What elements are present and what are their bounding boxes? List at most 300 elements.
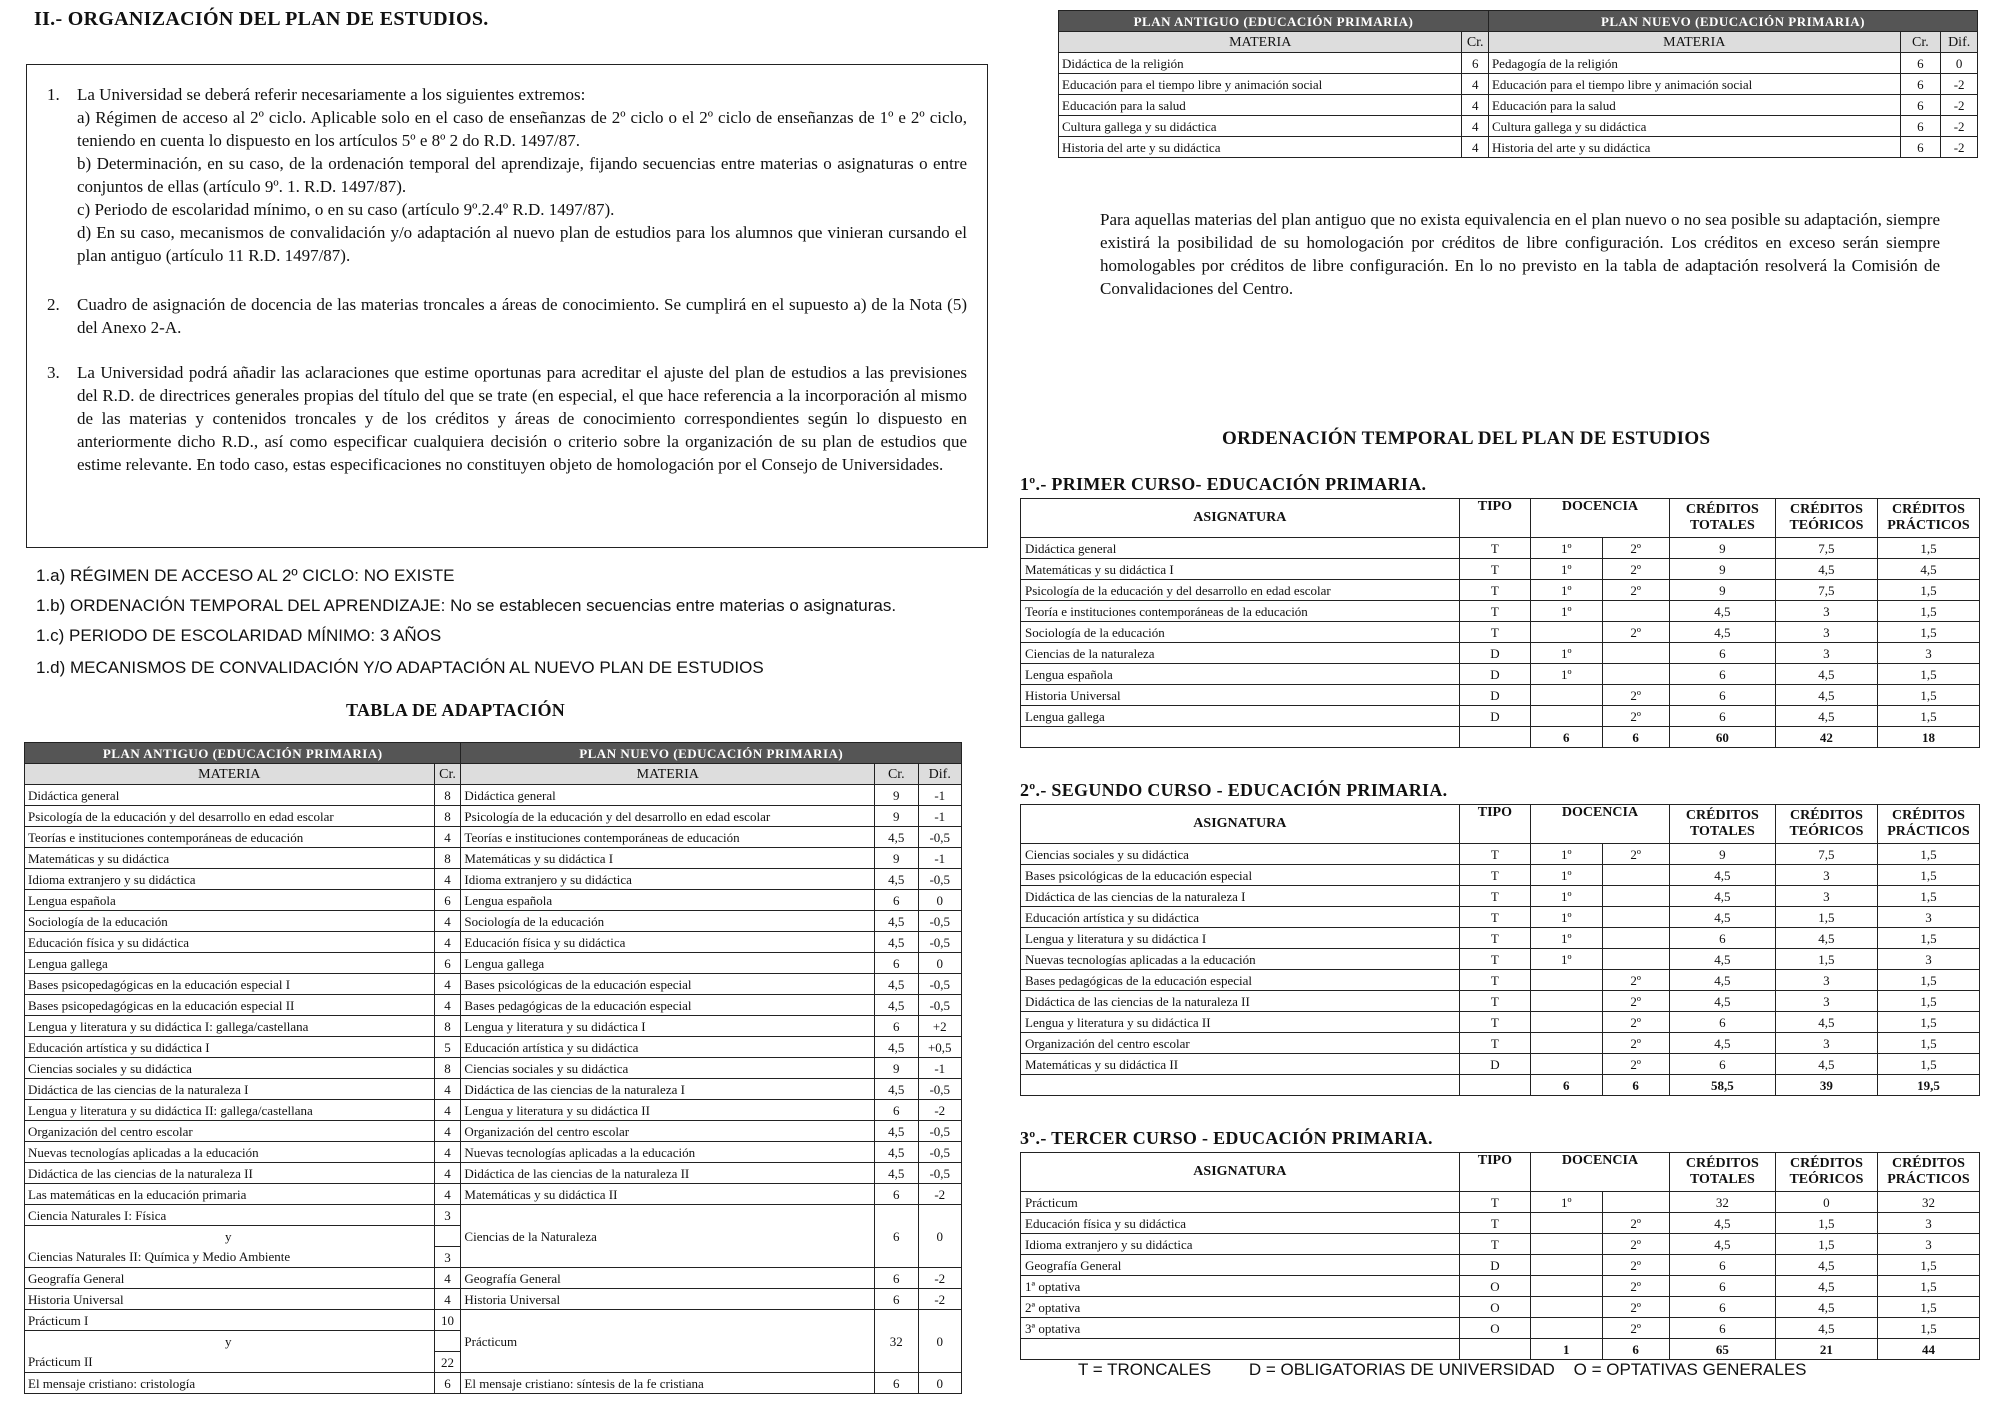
credits-theory: 0: [1775, 1192, 1877, 1213]
credits-total: 6: [1669, 1054, 1775, 1075]
new-credits: 6: [875, 890, 918, 911]
table-row: [1059, 137, 1978, 158]
subject-name: Didáctica de las ciencias de la naturaleza I: [1021, 886, 1460, 907]
subject-name: Lengua y literatura y su didáctica I: [1021, 928, 1460, 949]
table-row: [1021, 580, 1980, 601]
new-subject: Idioma extranjero y su didáctica: [461, 869, 875, 890]
col-cr: Cr.: [1462, 32, 1488, 53]
semester-2: 2º: [1602, 1033, 1669, 1054]
semester-2: 2º: [1602, 1318, 1669, 1339]
col-docencia: DOCENCIA: [1531, 499, 1670, 538]
old-credits: 4: [434, 1121, 461, 1142]
old-subject: Organización del centro escolar: [25, 1121, 435, 1142]
adaptation-note: Para aquellas materias del plan antiguo que no exista equivalencia en el plan nuevo o no sea posible su adaptación, siempre existirá la posibilidad de su homologación por créditos de libre configuración. Los créditos en exceso serán siempre homologables por créditos de libre configuración. En lo no previsto en la tabla de adaptación resolverá la Comisión de Convalidaciones del Centro.: [1100, 210, 1940, 298]
old-credits: 10: [434, 1310, 461, 1331]
subject-name: 2ª optativa: [1021, 1297, 1460, 1318]
subject-name: Matemáticas y su didáctica II: [1021, 1054, 1460, 1075]
table-header-row: [25, 764, 962, 785]
new-subject: Teorías e instituciones contemporáneas de educación: [461, 827, 875, 848]
total-sem1: 1: [1531, 1339, 1602, 1360]
col-materia: MATERIA: [25, 764, 435, 785]
credit-difference: -0,5: [918, 1142, 961, 1163]
old-credits: 8: [434, 1058, 461, 1079]
credit-difference: -1: [918, 785, 961, 806]
subject-type: D: [1459, 664, 1530, 685]
table-header-row: [1021, 805, 1980, 844]
table-row: [25, 848, 962, 869]
total-label: [1021, 1075, 1460, 1096]
col-docencia: DOCENCIA: [1531, 1153, 1670, 1192]
total-practice: 44: [1877, 1339, 1979, 1360]
credits-theory: 3: [1775, 601, 1877, 622]
total-label: [1021, 727, 1460, 748]
subject-type: D: [1459, 685, 1530, 706]
new-credits: 9: [875, 1058, 918, 1079]
total-credits: 60: [1669, 727, 1775, 748]
old-credits: 8: [434, 806, 461, 827]
semester-2: 2º: [1602, 970, 1669, 991]
requirement-1-item: a) Régimen de acceso al 2º ciclo. Aplicable solo en el caso de enseñanzas de 2º ciclo o el 2º ciclo de enseñanzas de 1º e 2º ciclo, teniendo en cuenta lo dispuesto en los artículos 5º e 8º 2 do R.D. 1497/87.: [77, 108, 967, 150]
new-subject: Matemáticas y su didáctica II: [461, 1184, 875, 1205]
subject-type: T: [1459, 907, 1530, 928]
credit-difference: +2: [918, 1016, 961, 1037]
table-row: [25, 1163, 962, 1184]
table-row: [25, 1289, 962, 1310]
credits-theory: 3: [1775, 865, 1877, 886]
subject-name: Didáctica de las ciencias de la naturaleza II: [1021, 991, 1460, 1012]
table-row: [1021, 643, 1980, 664]
old-subject: El mensaje cristiano: cristología: [25, 1373, 435, 1394]
plan-new-header: PLAN NUEVO (EDUCACIÓN PRIMARIA): [461, 743, 962, 764]
old-credits: 3: [434, 1247, 461, 1268]
table-row: [25, 827, 962, 848]
credit-difference: -2: [1941, 95, 1978, 116]
subject-name: Historia Universal: [1021, 685, 1460, 706]
table-row: [25, 1079, 962, 1100]
credits-theory: 4,5: [1775, 928, 1877, 949]
col-cr: Cr.: [875, 764, 918, 785]
credits-theory: 4,5: [1775, 685, 1877, 706]
new-subject: Ciencias sociales y su didáctica: [461, 1058, 875, 1079]
credits-practice: 4,5: [1877, 559, 1979, 580]
new-subject: Lengua española: [461, 890, 875, 911]
total-theory: 39: [1775, 1075, 1877, 1096]
col-dif: Dif.: [1941, 32, 1978, 53]
new-credits: 9: [875, 848, 918, 869]
subject-name: Educación física y su didáctica: [1021, 1213, 1460, 1234]
old-subject: Bases psicopedagógicas en la educación especial II: [25, 995, 435, 1016]
table-row: [1021, 907, 1980, 928]
credit-difference: -1: [918, 848, 961, 869]
semester-2: [1602, 907, 1669, 928]
old-credits: 4: [1462, 116, 1488, 137]
table-cell: [434, 1226, 461, 1247]
table-row: [25, 785, 962, 806]
credits-total: 6: [1669, 1318, 1775, 1339]
total-sem2: 6: [1602, 1339, 1669, 1360]
subject-type: T: [1459, 580, 1530, 601]
table-row: [25, 1373, 962, 1394]
semester-2: [1602, 865, 1669, 886]
adaptation-table-2: [1058, 10, 1978, 158]
semester-2: 2º: [1602, 844, 1669, 865]
table-row: [1021, 1192, 1980, 1213]
new-credits: 4,5: [875, 1142, 918, 1163]
credits-theory: 4,5: [1775, 1297, 1877, 1318]
old-subject: Prácticum II: [25, 1352, 435, 1373]
semester-2: 2º: [1602, 1255, 1669, 1276]
table-row: [1021, 991, 1980, 1012]
credits-practice: 1,5: [1877, 1054, 1979, 1075]
new-subject: Bases psicológicas de la educación especial: [461, 974, 875, 995]
table-row: [1059, 53, 1978, 74]
credit-difference: -0,5: [918, 932, 961, 953]
total-type: [1459, 1075, 1530, 1096]
requirements-box: [26, 64, 988, 548]
credit-difference: +0,5: [918, 1037, 961, 1058]
credits-theory: 7,5: [1775, 580, 1877, 601]
credits-practice: 1,5: [1877, 622, 1979, 643]
semester-2: 2º: [1602, 1276, 1669, 1297]
credits-practice: 3: [1877, 907, 1979, 928]
col-creditos: CRÉDITOS TOTALES: [1669, 499, 1775, 538]
credit-difference: -0,5: [918, 995, 961, 1016]
subject-type: T: [1459, 886, 1530, 907]
total-practice: 18: [1877, 727, 1979, 748]
col-cr: Cr.: [1900, 32, 1941, 53]
requirement-2-text: Cuadro de asignación de docencia de las materias troncales a áreas de conocimiento. Se cumplirá en el supuesto a) de la Nota (5) del Anexo 2-A.: [77, 295, 967, 337]
new-credits: 6: [875, 1184, 918, 1205]
new-subject: Ciencias de la Naturaleza: [461, 1205, 875, 1268]
old-credits: 8: [434, 1016, 461, 1037]
old-subject: Lengua española: [25, 890, 435, 911]
total-sem1: 6: [1531, 1075, 1602, 1096]
credits-total: 4,5: [1669, 991, 1775, 1012]
course-table: [1020, 804, 1980, 1096]
new-subject: Didáctica general: [461, 785, 875, 806]
credits-theory: 1,5: [1775, 949, 1877, 970]
table-row: [25, 974, 962, 995]
subject-type: T: [1459, 601, 1530, 622]
credits-practice: 1,5: [1877, 601, 1979, 622]
credit-difference: -2: [1941, 74, 1978, 95]
semester-1: 1º: [1531, 907, 1602, 928]
plan-old-header: PLAN ANTIGUO (EDUCACIÓN PRIMARIA): [1059, 11, 1489, 32]
semester-1: [1531, 1213, 1602, 1234]
table-row: [1021, 928, 1980, 949]
old-subject: Educación para el tiempo libre y animación social: [1059, 74, 1462, 95]
course-title: 2º.- SEGUNDO CURSO - EDUCACIÓN PRIMARIA.: [1020, 780, 1448, 800]
subject-type: T: [1459, 949, 1530, 970]
course-title: 1º.- PRIMER CURSO- EDUCACIÓN PRIMARIA.: [1020, 474, 1427, 494]
old-credits: 6: [434, 953, 461, 974]
total-sem2: 6: [1602, 727, 1669, 748]
subject-name: 1ª optativa: [1021, 1276, 1460, 1297]
table-row: [1059, 95, 1978, 116]
credit-difference: -0,5: [918, 869, 961, 890]
table-header-row: [1021, 499, 1980, 538]
semester-1: [1531, 1012, 1602, 1033]
credits-theory: 1,5: [1775, 1213, 1877, 1234]
total-row: [1021, 1339, 1980, 1360]
semester-1: [1531, 1276, 1602, 1297]
table-row: [1021, 1012, 1980, 1033]
old-subject: Historia del arte y su didáctica: [1059, 137, 1462, 158]
conjunction-text: y: [25, 1226, 435, 1247]
table-row: [1059, 74, 1978, 95]
credit-difference: 0: [918, 1310, 961, 1373]
semester-1: [1531, 622, 1602, 643]
semester-2: [1602, 1192, 1669, 1213]
semester-1: [1531, 991, 1602, 1012]
old-credits: 4: [434, 1100, 461, 1121]
credit-difference: 0: [1941, 53, 1978, 74]
credits-theory: 1,5: [1775, 907, 1877, 928]
table-row: [25, 1058, 962, 1079]
total-sem1: 6: [1531, 727, 1602, 748]
credit-difference: 0: [918, 1373, 961, 1394]
credit-difference: 0: [918, 1205, 961, 1268]
semester-1: 1º: [1531, 865, 1602, 886]
table-row: [1021, 886, 1980, 907]
new-credits: 4,5: [875, 827, 918, 848]
semester-1: 1º: [1531, 928, 1602, 949]
section-title: II.- ORGANIZACIÓN DEL PLAN DE ESTUDIOS.: [34, 8, 489, 30]
old-credits: 4: [434, 827, 461, 848]
credit-difference: -2: [918, 1289, 961, 1310]
credits-practice: 1,5: [1877, 1276, 1979, 1297]
credits-practice: 1,5: [1877, 1318, 1979, 1339]
new-credits: 6: [875, 1100, 918, 1121]
table-row: [1021, 1213, 1980, 1234]
semester-1: 1º: [1531, 538, 1602, 559]
old-subject: Educación artística y su didáctica I: [25, 1037, 435, 1058]
semester-1: [1531, 1255, 1602, 1276]
old-subject: Ciencias sociales y su didáctica: [25, 1058, 435, 1079]
new-subject: Educación física y su didáctica: [461, 932, 875, 953]
requirement-1-item: c) Periodo de escolaridad mínimo, o en su caso (artículo 9º.2.4º R.D. 1497/87).: [77, 200, 615, 219]
subject-type: T: [1459, 559, 1530, 580]
total-credits: 58,5: [1669, 1075, 1775, 1096]
semester-1: [1531, 685, 1602, 706]
credit-difference: -0,5: [918, 827, 961, 848]
subject-name: Prácticum: [1021, 1192, 1460, 1213]
subject-name: Educación artística y su didáctica: [1021, 907, 1460, 928]
table-row: [25, 953, 962, 974]
col-materia: MATERIA: [461, 764, 875, 785]
table-row: [25, 1016, 962, 1037]
new-credits: 4,5: [875, 1121, 918, 1142]
credits-total: 4,5: [1669, 949, 1775, 970]
table-row: [1021, 1234, 1980, 1255]
credits-theory: 3: [1775, 970, 1877, 991]
table-header-row: [1059, 32, 1978, 53]
new-credits: 4,5: [875, 932, 918, 953]
old-credits: 5: [434, 1037, 461, 1058]
credits-theory: 4,5: [1775, 664, 1877, 685]
col-docencia: DOCENCIA: [1531, 805, 1670, 844]
semester-2: [1602, 949, 1669, 970]
requirement-1-item: b) Determinación, en su caso, de la ordenación temporal del aprendizaje, fijando secuencias entre materias o asignaturas o entre conjuntos de ellas (artículo 9º. 1. R.D. 1497/87).: [77, 154, 967, 196]
credit-difference: -1: [918, 806, 961, 827]
new-subject: Didáctica de las ciencias de la naturaleza II: [461, 1163, 875, 1184]
credits-theory: 4,5: [1775, 1318, 1877, 1339]
credits-total: 6: [1669, 706, 1775, 727]
total-theory: 21: [1775, 1339, 1877, 1360]
new-subject: Historia Universal: [461, 1289, 875, 1310]
credits-theory: 7,5: [1775, 844, 1877, 865]
credits-total: 4,5: [1669, 970, 1775, 991]
old-credits: 6: [434, 1373, 461, 1394]
credits-practice: 1,5: [1877, 538, 1979, 559]
credits-total: 6: [1669, 1012, 1775, 1033]
requirement-1-item: d) En su caso, mecanismos de convalidación y/o adaptación al nuevo plan de estudios para los alumnos que vinieran cursando el plan antiguo (artículo 11 R.D. 1497/87).: [77, 223, 967, 265]
credits-total: 9: [1669, 844, 1775, 865]
subject-name: 3ª optativa: [1021, 1318, 1460, 1339]
subject-name: Psicología de la educación y del desarrollo en edad escolar: [1021, 580, 1460, 601]
table-row: [25, 1142, 962, 1163]
subject-type: T: [1459, 1213, 1530, 1234]
new-subject: El mensaje cristiano: síntesis de la fe cristiana: [461, 1373, 875, 1394]
subject-name: Idioma extranjero y su didáctica: [1021, 1234, 1460, 1255]
credits-practice: 1,5: [1877, 1012, 1979, 1033]
old-subject: Ciencia Naturales I: Física: [25, 1205, 435, 1226]
semester-2: 2º: [1602, 706, 1669, 727]
old-subject: Didáctica de la religión: [1059, 53, 1462, 74]
credits-practice: 1,5: [1877, 706, 1979, 727]
semester-1: 1º: [1531, 559, 1602, 580]
credits-practice: 1,5: [1877, 1255, 1979, 1276]
requirement-2-num: 2.: [47, 295, 60, 314]
new-credits: 4,5: [875, 1079, 918, 1100]
credits-theory: 3: [1775, 886, 1877, 907]
credits-total: 4,5: [1669, 601, 1775, 622]
old-credits: 4: [434, 974, 461, 995]
col-creditos: CRÉDITOS PRÁCTICOS: [1877, 1153, 1979, 1192]
new-credits: 6: [875, 1205, 918, 1268]
credits-total: 6: [1669, 643, 1775, 664]
credits-practice: 1,5: [1877, 928, 1979, 949]
regimen-d: 1.d) MECANISMOS DE CONVALIDACIÓN Y/O ADAPTACIÓN AL NUEVO PLAN DE ESTUDIOS: [36, 658, 764, 677]
requirement-1: [47, 83, 967, 267]
total-credits: 65: [1669, 1339, 1775, 1360]
credits-theory: 1,5: [1775, 1234, 1877, 1255]
old-subject: Lengua y literatura y su didáctica I: gallega/castellana: [25, 1016, 435, 1037]
credits-theory: 3: [1775, 1033, 1877, 1054]
semester-2: [1602, 664, 1669, 685]
subject-type: T: [1459, 991, 1530, 1012]
credit-difference: -0,5: [918, 1079, 961, 1100]
table-row: [1021, 706, 1980, 727]
table-row: [25, 911, 962, 932]
semester-1: [1531, 706, 1602, 727]
subject-name: Bases pedagógicas de la educación especial: [1021, 970, 1460, 991]
credit-difference: -2: [918, 1268, 961, 1289]
credit-difference: -2: [918, 1100, 961, 1121]
total-row: [1021, 1075, 1980, 1096]
old-subject: Matemáticas y su didáctica: [25, 848, 435, 869]
table-row: [1021, 1033, 1980, 1054]
subject-type: T: [1459, 1192, 1530, 1213]
table-row: [1021, 1054, 1980, 1075]
semester-2: [1602, 643, 1669, 664]
total-sem2: 6: [1602, 1075, 1669, 1096]
total-practice: 19,5: [1877, 1075, 1979, 1096]
subject-type: T: [1459, 538, 1530, 559]
col-creditos: CRÉDITOS PRÁCTICOS: [1877, 805, 1979, 844]
credit-difference: 0: [918, 890, 961, 911]
adaptation-title: TABLA DE ADAPTACIÓN: [346, 700, 566, 720]
table-header-row: [1021, 1153, 1980, 1192]
ordenacion-title: ORDENACIÓN TEMPORAL DEL PLAN DE ESTUDIOS: [1222, 428, 1711, 449]
credits-practice: 1,5: [1877, 886, 1979, 907]
credits-practice: 1,5: [1877, 664, 1979, 685]
credit-difference: -2: [1941, 116, 1978, 137]
semester-2: 2º: [1602, 538, 1669, 559]
subject-type: T: [1459, 622, 1530, 643]
col-tipo: TIPO: [1459, 805, 1530, 844]
col-tipo: TIPO: [1459, 499, 1530, 538]
subject-type: T: [1459, 1012, 1530, 1033]
col-asignatura: ASIGNATURA: [1021, 805, 1460, 844]
semester-1: 1º: [1531, 580, 1602, 601]
credits-practice: 3: [1877, 643, 1979, 664]
subject-type: O: [1459, 1318, 1530, 1339]
subject-type: T: [1459, 928, 1530, 949]
new-subject: Organización del centro escolar: [461, 1121, 875, 1142]
subject-type: T: [1459, 1234, 1530, 1255]
table-row: [1021, 601, 1980, 622]
credits-theory: 3: [1775, 991, 1877, 1012]
credits-practice: 3: [1877, 1234, 1979, 1255]
semester-2: 2º: [1602, 580, 1669, 601]
table-row: [1021, 664, 1980, 685]
new-credits: 9: [875, 806, 918, 827]
type-legend: T = TRONCALES D = OBLIGATORIAS DE UNIVERSIDAD O = OPTATIVAS GENERALES: [1078, 1360, 1807, 1379]
new-subject: Educación para el tiempo libre y animación social: [1488, 74, 1900, 95]
table-row: [1021, 970, 1980, 991]
credits-practice: 32: [1877, 1192, 1979, 1213]
credits-practice: 1,5: [1877, 1297, 1979, 1318]
table-row: [25, 890, 962, 911]
total-type: [1459, 1339, 1530, 1360]
requirement-2: [47, 293, 967, 339]
credits-total: 4,5: [1669, 1033, 1775, 1054]
subject-type: D: [1459, 1255, 1530, 1276]
subject-type: T: [1459, 1033, 1530, 1054]
semester-1: 1º: [1531, 664, 1602, 685]
old-credits: 4: [434, 1184, 461, 1205]
conjunction-text: y: [25, 1331, 435, 1352]
table-row: [1021, 949, 1980, 970]
old-credits: 4: [434, 911, 461, 932]
table-row: [25, 1037, 962, 1058]
semester-2: [1602, 886, 1669, 907]
subject-name: Didáctica general: [1021, 538, 1460, 559]
semester-2: 2º: [1602, 1213, 1669, 1234]
table-row: [1021, 1255, 1980, 1276]
semester-2: 2º: [1602, 559, 1669, 580]
semester-1: 1º: [1531, 949, 1602, 970]
col-creditos: CRÉDITOS PRÁCTICOS: [1877, 499, 1979, 538]
old-credits: 4: [434, 1289, 461, 1310]
subject-name: Ciencias de la naturaleza: [1021, 643, 1460, 664]
semester-1: [1531, 970, 1602, 991]
col-tipo: TIPO: [1459, 1153, 1530, 1192]
old-subject: Lengua y literatura y su didáctica II: gallega/castellana: [25, 1100, 435, 1121]
new-subject: Bases pedagógicas de la educación especial: [461, 995, 875, 1016]
new-subject: Pedagogía de la religión: [1488, 53, 1900, 74]
